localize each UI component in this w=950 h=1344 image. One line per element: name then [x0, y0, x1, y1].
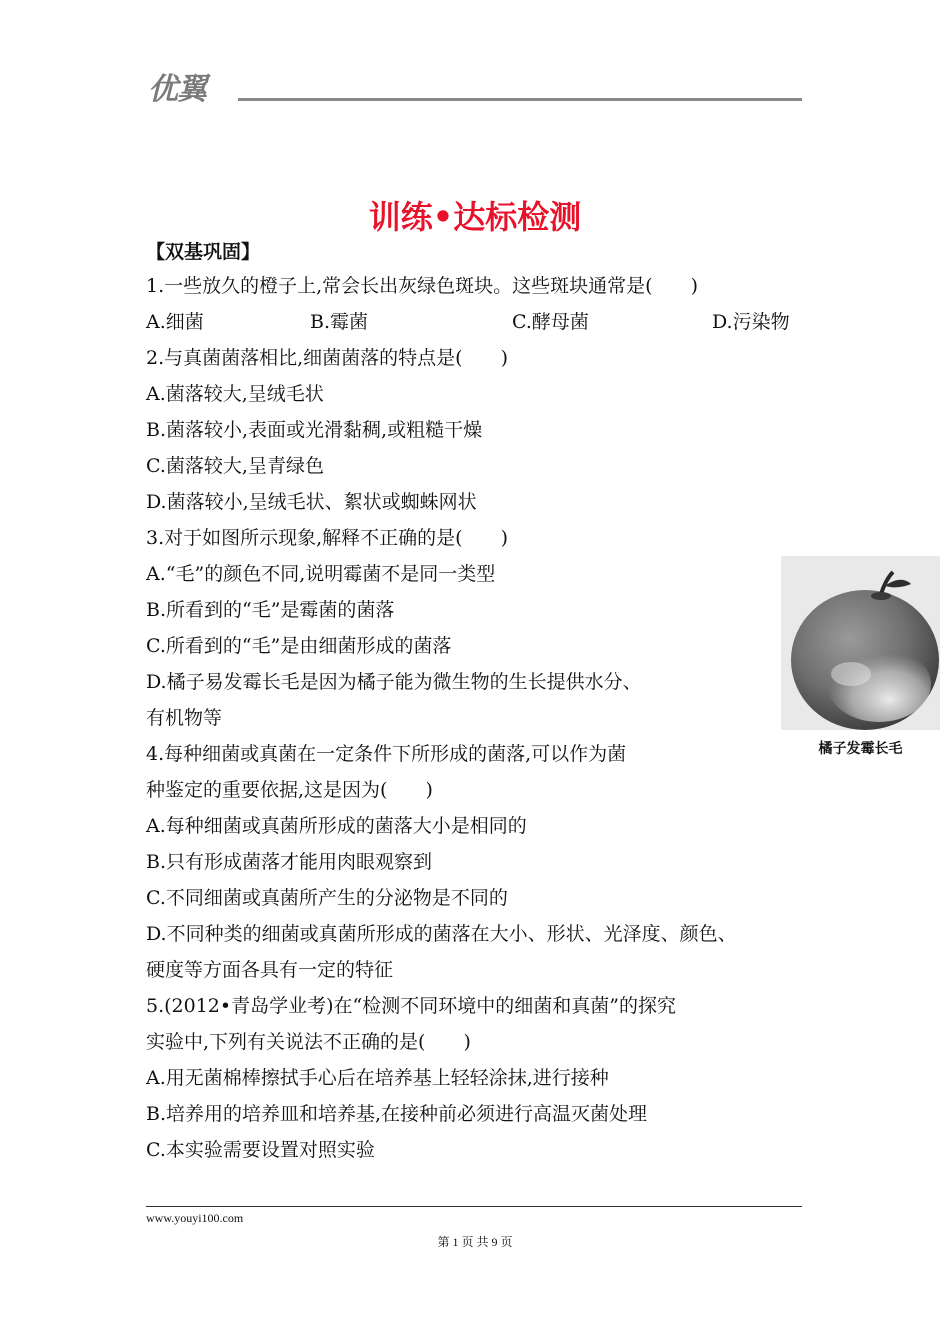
publisher-logo: 优翼 — [148, 72, 206, 107]
question-1: 1.一些放久的橙子上,常会长出灰绿色斑块。这些斑块通常是( ) — [146, 275, 698, 297]
q4-option-d: D.不同种类的细菌或真菌所形成的菌落在大小、形状、光泽度、颜色、 — [146, 923, 737, 945]
page-number: 第 1 页 共 9 页 — [437, 1235, 513, 1249]
q3-option-b: B.所看到的“毛”是霉菌的菌落 — [146, 599, 395, 621]
q3-option-d: D.橘子易发霉长毛是因为橘子能为微生物的生长提供水分、 — [146, 671, 642, 693]
q5-option-a: A.用无菌棉棒擦拭手心后在培养基上轻轻涂抹,进行接种 — [146, 1067, 609, 1089]
q1-option-a: A.细菌 — [146, 311, 204, 333]
question-5-cont: 实验中,下列有关说法不正确的是( ) — [146, 1031, 471, 1053]
q4-option-b: B.只有形成菌落才能用肉眼观察到 — [146, 851, 433, 873]
footer-url: www.youyi100.com — [146, 1211, 244, 1225]
figure-caption: 橘子发霉长毛 — [818, 741, 903, 757]
footer-rule — [146, 1206, 802, 1207]
q3-option-a: A.“毛”的颜色不同,说明霉菌不是同一类型 — [146, 563, 496, 585]
q4-option-c: C.不同细菌或真菌所产生的分泌物是不同的 — [146, 887, 508, 909]
q3-option-c: C.所看到的“毛”是由细菌形成的菌落 — [146, 635, 452, 657]
q1-option-d: D.污染物 — [712, 311, 790, 333]
q5-option-b: B.培养用的培养皿和培养基,在接种前必须进行高温灭菌处理 — [146, 1103, 648, 1125]
section-heading: 【双基巩固】 — [146, 241, 261, 263]
q1-option-c: C.酵母菌 — [512, 311, 589, 333]
q3-option-d-cont: 有机物等 — [146, 707, 223, 729]
question-5: 5.(2012•青岛学业考)在“检测不同环境中的细菌和真菌”的探究 — [146, 995, 676, 1017]
moldy-orange-photo — [781, 556, 940, 730]
q2-option-d: D.菌落较小,呈绒毛状、絮状或蜘蛛网状 — [146, 491, 477, 513]
question-4: 4.每种细菌或真菌在一定条件下所形成的菌落,可以作为菌 — [146, 743, 627, 765]
q2-option-c: C.菌落较大,呈青绿色 — [146, 455, 324, 477]
q5-option-c: C.本实验需要设置对照实验 — [146, 1139, 375, 1161]
q1-option-b: B.霉菌 — [310, 311, 369, 333]
q4-option-a: A.每种细菌或真菌所形成的菌落大小是相同的 — [146, 815, 527, 837]
q2-option-b: B.菌落较小,表面或光滑黏稠,或粗糙干燥 — [146, 419, 483, 441]
question-3: 3.对于如图所示现象,解释不正确的是( ) — [146, 527, 508, 549]
page-title: 训练•达标检测 — [368, 198, 582, 236]
question-2: 2.与真菌菌落相比,细菌菌落的特点是( ) — [146, 347, 508, 369]
q4-option-d-cont: 硬度等方面各具有一定的特征 — [146, 959, 394, 981]
q2-option-a: A.菌落较大,呈绒毛状 — [146, 383, 324, 405]
header-rule — [238, 98, 802, 101]
question-4-cont: 种鉴定的重要依据,这是因为( ) — [146, 779, 433, 801]
